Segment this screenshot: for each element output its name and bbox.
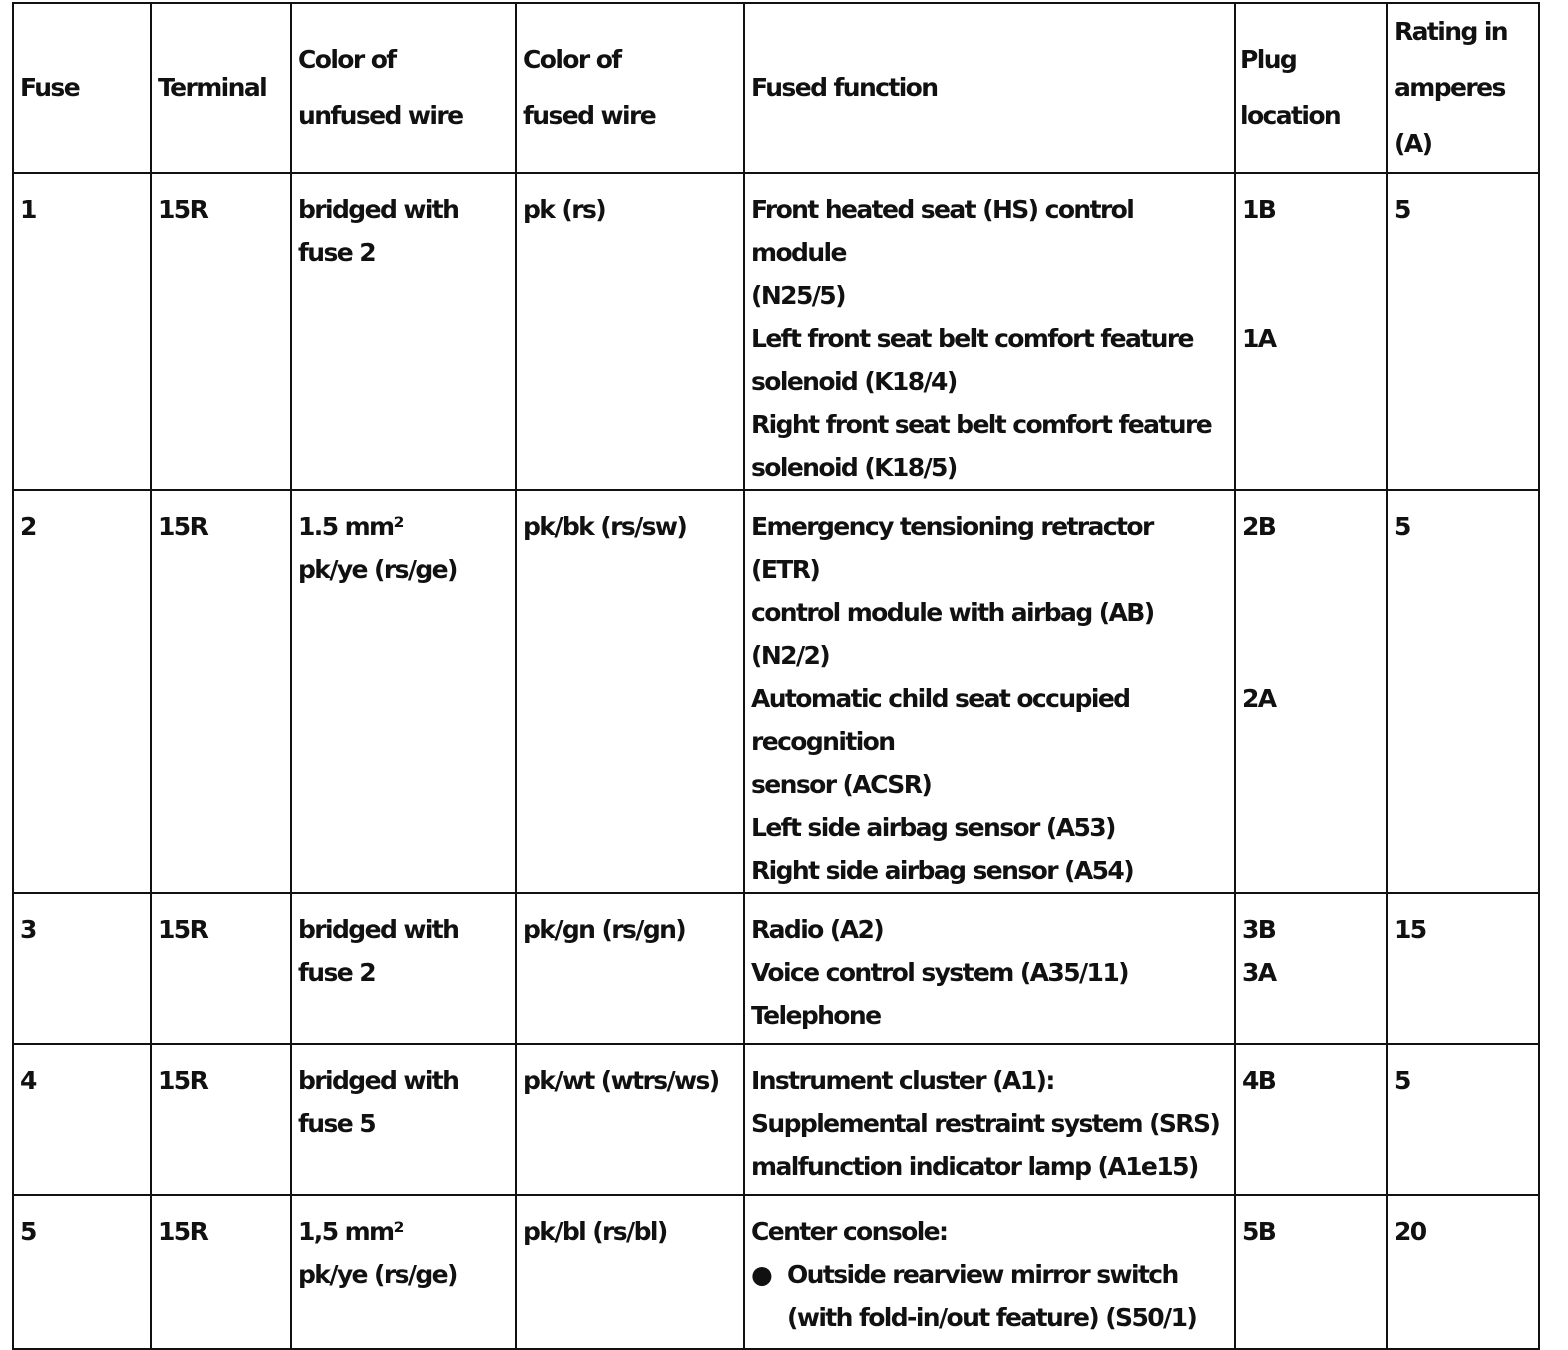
cell-fuse: 3 <box>13 893 151 1044</box>
cell-fuse: 2 <box>13 490 151 893</box>
header-fuse: Fuse <box>13 3 151 173</box>
cell-rating: 20 <box>1387 1195 1539 1349</box>
cell-fused-wire: pk/wt (wtrs/ws) <box>516 1044 744 1195</box>
header-rating: Rating in amperes (A) <box>1387 3 1539 173</box>
fuse-table <box>12 2 1540 1350</box>
cell-fused-wire: pk/bl (rs/bl) <box>516 1195 744 1349</box>
cell-terminal: 15R <box>151 490 291 893</box>
header-row <box>13 3 1539 173</box>
cell-fuse: 4 <box>13 1044 151 1195</box>
cell-fused-function: Radio (A2) Voice control system (A35/11) Telephone <box>744 893 1235 1044</box>
header-terminal: Terminal <box>151 3 291 173</box>
cell-unfused-wire: bridged with fuse 5 <box>291 1044 516 1195</box>
cell-terminal: 15R <box>151 173 291 490</box>
cell-plug-location: 5B <box>1235 1195 1387 1349</box>
cell-rating: 5 <box>1387 173 1539 490</box>
cell-unfused-wire: bridged with fuse 2 <box>291 893 516 1044</box>
cell-fuse: 5 <box>13 1195 151 1349</box>
cell-plug-location: 2B 2A <box>1235 490 1387 893</box>
table-row <box>13 1195 1539 1349</box>
cell-plug-location: 1B 1A <box>1235 173 1387 490</box>
header-plug-location: Plug location <box>1235 3 1387 173</box>
cell-fuse: 1 <box>13 173 151 490</box>
cell-terminal: 15R <box>151 893 291 1044</box>
cell-unfused-wire: bridged with fuse 2 <box>291 173 516 490</box>
cell-fused-function: Center console: ● Outside rearview mirror switch (with fold-in/out feature) (S50/1) <box>744 1195 1235 1349</box>
table-row <box>13 1044 1539 1195</box>
cell-fused-wire: pk (rs) <box>516 173 744 490</box>
table-row <box>13 893 1539 1044</box>
bullet-icon: ● <box>751 1260 772 1289</box>
table-row <box>13 173 1539 490</box>
cell-fused-wire: pk/gn (rs/gn) <box>516 893 744 1044</box>
cell-unfused-wire: 1.5 mm² pk/ye (rs/ge) <box>291 490 516 893</box>
cell-plug-location: 3B 3A <box>1235 893 1387 1044</box>
cell-plug-location: 4B <box>1235 1044 1387 1195</box>
header-unfused-wire-color: Color of unfused wire <box>291 3 516 173</box>
cell-fused-function: Instrument cluster (A1): Supplemental restraint system (SRS) malfunction indicator lamp (A1e15) <box>744 1044 1235 1195</box>
table-row <box>13 490 1539 893</box>
cell-rating: 5 <box>1387 490 1539 893</box>
header-fused-function: Fused function <box>744 3 1235 173</box>
cell-terminal: 15R <box>151 1044 291 1195</box>
cell-fused-function: Emergency tensioning retractor (ETR) control module with airbag (AB) (N2/2) Automatic child seat occupied recognition sensor (ACSR) Left side airbag sensor (A53) Right side airbag sensor (A54) <box>744 490 1235 893</box>
bullet-item: ● Outside rearview mirror switch <box>751 1253 1226 1296</box>
cell-unfused-wire: 1,5 mm² pk/ye (rs/ge) <box>291 1195 516 1349</box>
cell-fused-function: Front heated seat (HS) control module (N25/5) Left front seat belt comfort feature solenoid (K18/4) Right front seat belt comfort feature solenoid (K18/5) <box>744 173 1235 490</box>
cell-terminal: 15R <box>151 1195 291 1349</box>
cell-fused-wire: pk/bk (rs/sw) <box>516 490 744 893</box>
cell-rating: 5 <box>1387 1044 1539 1195</box>
header-fused-wire-color: Color of fused wire <box>516 3 744 173</box>
cell-rating: 15 <box>1387 893 1539 1044</box>
